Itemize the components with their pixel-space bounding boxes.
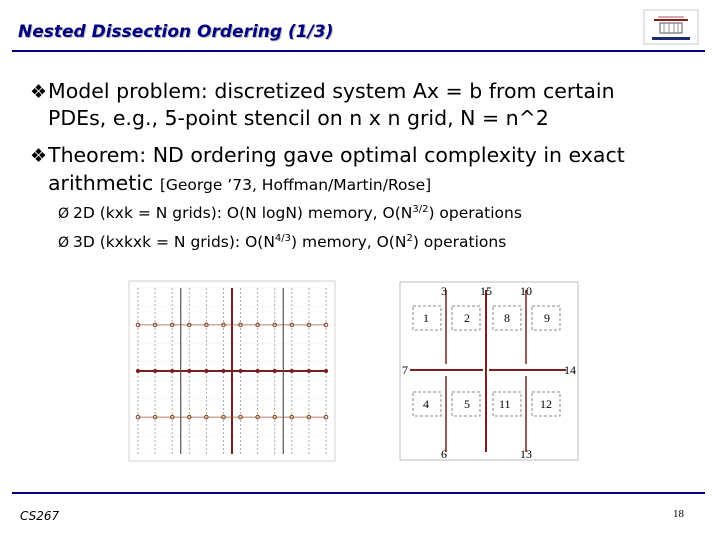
separator-node	[187, 369, 191, 373]
arrow-bullet-icon: Ø	[58, 235, 70, 251]
citation: [George ’73, Hoffman/Martin/Rose]	[159, 176, 432, 194]
bullet-2-continuation: arithmetic	[48, 171, 160, 195]
label-8: 8	[504, 311, 510, 325]
sub-bullet-2d	[58, 204, 522, 222]
separator-node	[290, 369, 294, 373]
arrow-bullet-icon: Ø	[58, 206, 70, 222]
page-number: 18	[673, 508, 684, 520]
label-4: 4	[423, 397, 429, 411]
numbered-dissection-figure	[398, 280, 580, 462]
separator-node	[170, 369, 174, 373]
bullet-2-line-1	[30, 143, 625, 168]
university-logo-icon	[640, 8, 702, 46]
separator-node	[153, 369, 157, 373]
title-rule	[12, 50, 705, 52]
label-1: 1	[423, 311, 429, 325]
label-7: 7	[402, 363, 408, 377]
diamond-bullet-icon: ❖	[30, 81, 48, 103]
course-label: CS267	[20, 509, 60, 523]
bullet-1-text: Model problem: discretized system Ax = b from certain	[48, 79, 615, 103]
separator-node	[221, 369, 225, 373]
sub-bullet-2d-text-a: 2D (kxk = N grids): O(N logN) memory, O(N	[73, 204, 413, 222]
sub-bullet-3d-text-a: 3D (kxkxk = N grids): O(N	[73, 233, 275, 251]
exponent: 3/2	[412, 204, 429, 215]
sub-bullet-3d-text-c: ) operations	[412, 233, 507, 251]
bullet-2-line-2	[48, 171, 431, 197]
diamond-bullet-icon: ❖	[30, 145, 48, 167]
label-11: 11	[499, 397, 511, 411]
slide-title: Nested Dissection Ordering (1/3)	[18, 22, 334, 42]
label-5: 5	[464, 397, 470, 411]
label-6: 6	[441, 447, 447, 461]
label-10: 10	[520, 284, 532, 298]
nested-dissection-grid-figure	[128, 280, 336, 462]
footer-rule	[12, 492, 705, 494]
bullet-1-line-1	[30, 79, 615, 104]
label-15: 15	[480, 284, 492, 298]
sub-bullet-3d	[58, 233, 506, 251]
label-12: 12	[540, 397, 552, 411]
separator-node	[239, 369, 243, 373]
sub-bullet-3d-text-b: ) memory, O(N	[291, 233, 407, 251]
separator-node	[204, 369, 208, 373]
separator-node	[273, 369, 277, 373]
bullet-1-line-2: PDEs, e.g., 5-point stencil on n x n grid, N = n^2	[48, 106, 549, 130]
exponent: 2	[406, 233, 413, 244]
separator-node	[307, 369, 311, 373]
label-13: 13	[520, 447, 532, 461]
sub-bullet-2d-text-b: ) operations	[428, 204, 522, 222]
label-14: 14	[564, 363, 576, 377]
label-9: 9	[544, 311, 550, 325]
label-2: 2	[464, 311, 470, 325]
exponent: 4/3	[274, 233, 292, 244]
bullet-2-text: Theorem: ND ordering gave optimal complexity in exact	[48, 143, 625, 167]
separator-node	[136, 369, 140, 373]
separator-node	[256, 369, 260, 373]
label-3: 3	[441, 284, 447, 298]
separator-node	[324, 369, 328, 373]
